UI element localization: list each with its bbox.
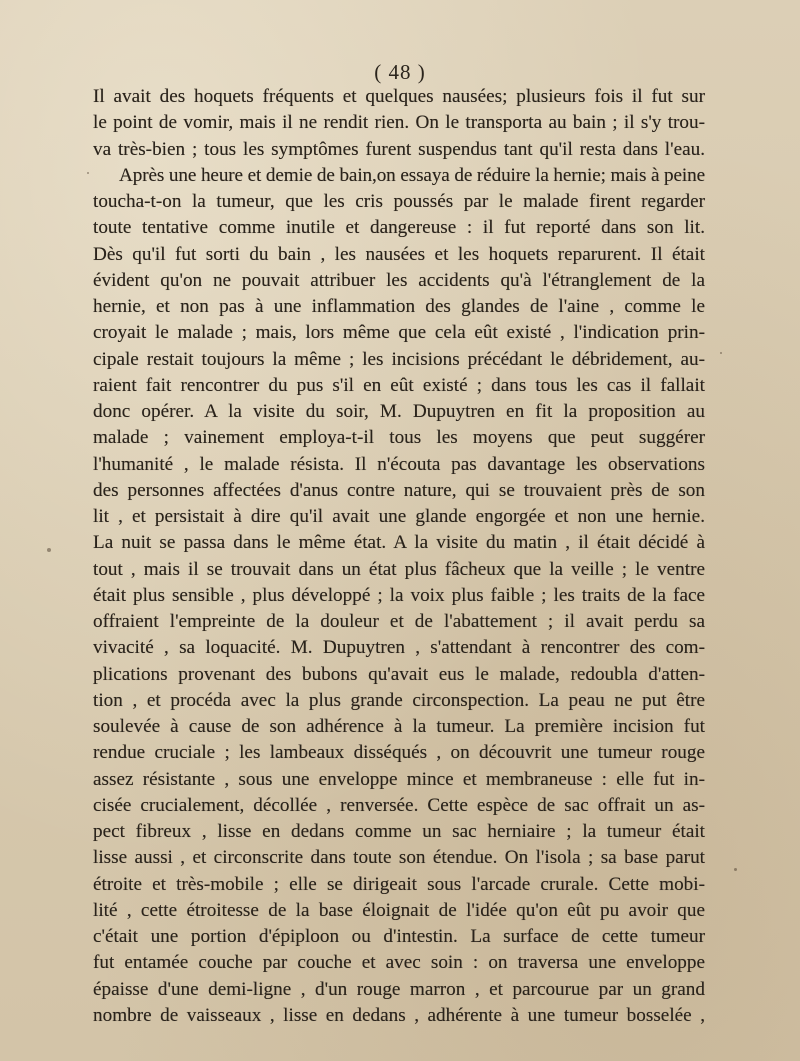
text-line: plications provenant des bubons qu'avait eus le malade, redoubla d'atten- (93, 663, 705, 685)
text-line: c'était une portion d'épiploon ou d'intestin. La surface de cette tumeur (93, 926, 705, 947)
text-line: vivacité , sa loquacité. M. Dupuytren , s'attendant à rencontrer des com- (93, 637, 705, 659)
text-line: donc opérer. A la visite du soir, M. Dupuytren en fit la proposition au (93, 401, 705, 422)
text-line: épaisse d'une demi-ligne , d'un rouge marron , et parcourue par un grand (93, 978, 705, 1000)
text-line: toucha-t-on la tumeur, que les cris poussés par le malade firent regarder (93, 191, 705, 212)
paper-speck (47, 548, 51, 552)
text-line: assez résistante , sous une enveloppe mince et membraneuse : elle fut in- (93, 768, 705, 790)
page-number: ( 48 ) (374, 60, 426, 84)
text-line: tout , mais il se trouvait dans un état plus fâcheux que la veille ; le ventre (93, 558, 705, 580)
text-line: pect fibreux , lisse en dedans comme un sac herniaire ; la tumeur était (93, 821, 705, 842)
text-line: l'humanité , le malade résista. Il n'écouta pas davantage les observations (93, 453, 705, 475)
text-line: fut entamée couche par couche et avec soin : on traversa une enveloppe (93, 952, 705, 974)
text-line: Il avait des hoquets fréquents et quelques nausées; plusieurs fois il fut sur (93, 86, 705, 107)
text-line: des personnes affectées d'anus contre nature, qui se trouvaient près de son (93, 479, 705, 501)
text-line: lisse aussi , et circonscrite dans toute son étendue. On l'isola ; sa base parut (93, 847, 705, 869)
text-line: étroite et très-mobile ; elle se dirigeait sous l'arcade crurale. Cette mobi- (93, 873, 705, 895)
text-line: toute tentative comme inutile et dangereuse : il fut reporté dans son lit. (93, 217, 705, 239)
text-line: tion , et procéda avec la plus grande circonspection. La peau ne put être (93, 689, 705, 711)
paper-speck (734, 868, 737, 871)
text-line: Dès qu'il fut sorti du bain , les nausées et les hoquets reparurent. Il était (93, 243, 705, 265)
text-line: va très-bien ; tous les symptômes furent suspendus tant qu'il resta dans l'eau. (93, 138, 705, 160)
text-line: le point de vomir, mais il ne rendit rien. On le transporta au bain ; il s'y trou- (93, 112, 705, 134)
text-line: cipale restait toujours la même ; les incisions précédant le débridement, au- (93, 348, 705, 370)
text-line: soulevée à cause de son adhérence à la tumeur. La première incision fut (93, 716, 705, 737)
paper-speck (720, 352, 722, 354)
text-line: lité , cette étroitesse de la base éloignait de l'idée qu'on eût pu avoir que (93, 899, 705, 921)
text-line: Après une heure et demie de bain,on essaya de réduire la hernie; mais à peine (119, 164, 706, 186)
body-text (93, 84, 705, 1029)
text-line: croyait le malade ; mais, lors même que cela eût existé , l'indication prin- (93, 322, 705, 344)
text-line: hernie, et non pas à une inflammation des glandes de l'aine , comme le (93, 296, 705, 317)
text-line: nombre de vaisseaux , lisse en dedans , adhérente à une tumeur bosselée , (93, 1004, 705, 1026)
text-line: rendue cruciale ; les lambeaux disséqués , on découvrit une tumeur rouge (93, 742, 705, 764)
text-line: évident qu'on ne pouvait attribuer les accidents qu'à l'étranglement de la (93, 269, 705, 291)
text-line: était plus sensible , plus développé ; la voix plus faible ; les traits de la face (93, 584, 705, 606)
text-line: cisée crucialement, décollée , renversée. Cette espèce de sac offrait un as- (93, 794, 705, 816)
text-line: raient fait rencontrer du pus s'il en eût existé ; dans tous les cas il fallait (93, 374, 705, 396)
text-line: La nuit se passa dans le même état. A la visite du matin , il était décidé à (93, 532, 705, 554)
text-line: offraient l'empreinte de la douleur et de l'abattement ; il avait perdu sa (93, 611, 705, 632)
paper-speck (87, 172, 89, 174)
text-line: lit , et persistait à dire qu'il avait une glande engorgée et non une hernie. (93, 506, 705, 527)
text-line: malade ; vainement employa-t-il tous les moyens que peut suggérer (93, 427, 705, 449)
